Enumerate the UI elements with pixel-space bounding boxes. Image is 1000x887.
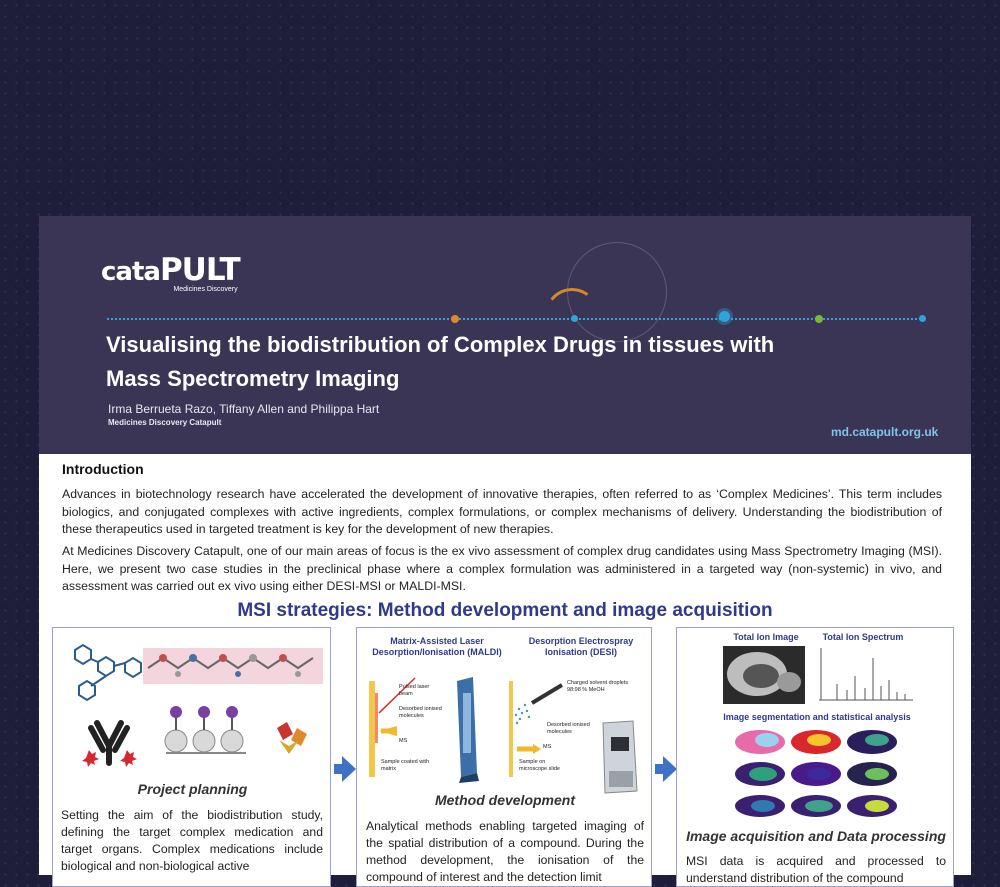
section-heading: MSI strategies: Method development and image acquisition [237,600,773,621]
poster-affiliation: Medicines Discovery Catapult [108,418,222,427]
desi-spray-label: Charged solvent droplets 98:98 % MeOH [567,680,629,693]
poster-url[interactable]: md.catapult.org.uk [831,425,939,439]
total-ion-image-thumbnail [723,646,805,704]
segmentation-label: Image segmentation and statistical analysis [723,712,911,722]
segmentation-map-9 [847,795,897,817]
poster-header-banner [39,216,971,454]
timeline-node-orange [451,315,459,323]
total-ion-image-label: Total Ion Image [733,632,799,642]
conjugate-particles-icon [165,706,246,753]
project-planning-illustration [53,628,332,788]
segmentation-map-7 [735,795,785,817]
segmentation-map-2 [791,730,841,754]
protein-complex-icon [277,722,307,754]
segmentation-maps [735,730,897,817]
logo-text-a2: a [143,257,160,287]
introduction-paragraph-2: At Medicines Discovery Catapult, one of our main areas of focus is the ex vivo assessment of complex drug candidates using Mass Spectrometry Imaging (MSI). Here, we present two case studies in the preclinical phase where a complex formulation was administered in a targeted way (non-systemic) in vivo, and assessment was carried out ex vivo using either DESI-MSI or MALDI-MSI. [62,544,942,593]
maldi-laser-label: Pulsed laser beam [399,684,430,697]
data-processing-illustration [677,628,955,818]
logo-text-pult: PULT [159,252,240,288]
maldi-title: Matrix-Assisted Laser Desorption/Ionisation (MALDI) [372,636,502,657]
introduction-heading: Introduction [62,461,144,477]
poster-title: Visualising the biodistribution of Complex Drugs in tissues with Mass Spectrometry Imaging [106,332,775,391]
logo-text-a: a [115,257,132,287]
peptide-chain-icon [143,648,323,684]
poster-authors: Irma Berrueta Razo, Tiffany Allen and Philippa Hart [108,402,380,416]
maldi-sample-label: Sample coated with matrix [381,759,429,772]
maldi-desorbed-label: Desorbed ionised molecules [399,706,442,719]
desi-sample-label: Sample on microscope slide [519,759,560,772]
catapult-logo [101,254,240,293]
molecule-structure-icon [75,645,141,700]
segmentation-map-3 [847,730,897,754]
maldi-ms-label: MS [399,738,408,744]
timeline-node-cyan-large [719,311,730,322]
desi-title: Desorption Electrospray Ionisation (DESI) [528,636,634,657]
logo-subtitle: Medicines Discovery [173,286,238,293]
poster [39,216,971,885]
project-planning-text: Setting the aim of the biodistribution study, defining the target complex medication and target organs. Complex medications include biological and non-biological active [61,808,323,873]
segmentation-map-1 [735,730,785,754]
segmentation-map-4 [735,762,785,786]
flow-arrow-1 [342,756,356,782]
panel-project-planning [52,627,331,887]
project-planning-caption: Project planning [137,781,248,797]
desi-schematic-icon [509,681,637,793]
dotted-timeline [107,318,925,320]
timeline-node-cyan-small [571,315,578,322]
segmentation-map-5 [791,762,841,786]
segmentation-map-6 [847,762,897,786]
antibody-icon [82,723,137,767]
introduction-paragraph-1: Advances in biotechnology research have accelerated the development of innovative therapies, often referred to as ‘Complex Medicines’. This term includes biologics, and conjugated complexes with active ingredients, complex formulations, or complex mechanisms of delivery. Understanding the biodistribution of these therapeutics used in targeted treatment is key for the development of new therapies. [62,487,942,536]
logo-text-c: c [101,257,116,287]
desi-desorbed-label: Desorbed ionised molecules [547,722,590,735]
timeline-node-green [815,315,823,323]
image-acquisition-text: MSI data is acquired and processed to understand distribution of the compound [686,854,946,885]
desi-ms-label: MS [543,744,552,750]
image-acquisition-caption: Image acquisition and Data processing [686,828,946,844]
total-ion-spectrum-label: Total Ion Spectrum [822,632,904,642]
method-development-caption: Method development [434,792,575,808]
panel-method-development [356,627,652,887]
method-development-text: Analytical methods enabling targeted imaging of the spatial distribution of a compound. During the method development, the ionisation of the compound of interest and the detection limit [366,819,644,884]
total-ion-spectrum-plot [819,648,913,700]
flow-arrow-2 [663,756,677,782]
logo-text-t: t [131,257,144,287]
segmentation-map-8 [791,795,841,817]
panel-image-acquisition [676,627,954,887]
timeline-node-cyan-end [919,315,926,322]
